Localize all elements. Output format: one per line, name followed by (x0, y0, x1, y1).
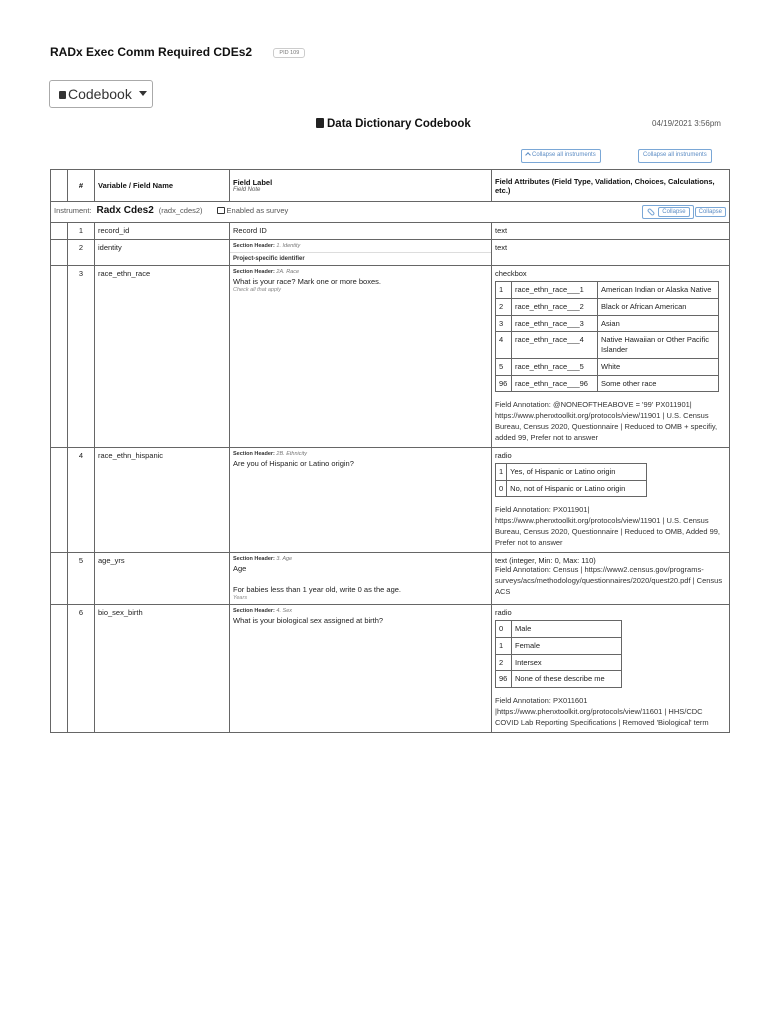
field-note: Check all that apply (233, 287, 281, 294)
data-dictionary-title: Data Dictionary Codebook (316, 118, 471, 130)
variable-name: bio_sex_birth (95, 605, 230, 733)
choice-row: 3 race_ethn_race___3 Asian (496, 315, 719, 332)
field-annotation: Field Annotation: @NONEOFTHEABOVE = '99' PX011901| https://www.phenxtoolkit.org/protocols/view/11901 | U.S. Census Bureau, Census 2020, Questionnaire | Reduced to OMB + specifiy, added 99, Prefer not to answer (495, 400, 718, 442)
row-number: 5 (68, 552, 95, 604)
field-note: Years (233, 595, 248, 602)
header-field-attributes: Field Attributes (Field Type, Validation, Choices, Calculations, etc.) (492, 170, 730, 202)
survey-enabled-label: Enabled as survey (226, 206, 289, 215)
section-header: Section Header: 3. Age (233, 555, 293, 562)
section-header: Section Header: 2B. Ethnicity (233, 450, 307, 457)
data-dictionary-table (50, 169, 730, 733)
field-label: Section Header: 3. Age Age For babies less than 1 year old, write 0 as the age. Years (230, 552, 492, 604)
choices-table (495, 620, 622, 688)
row-number: 4 (68, 447, 95, 552)
section-header: Section Header: 1. Identity (233, 243, 301, 250)
instrument-variable: (radx_cdes2) (158, 206, 203, 215)
instrument-collapse-button[interactable]: Collapse (642, 205, 693, 219)
field-attributes: radio 0 Male 1 Female 2 Intersex 96 None of these describe me Field Annotation: PX011601 |https://www.phenxtoolkit.org/protocols/view/11601 | HHS/CDC COVID Lab Reporting Specifications | Removed 'Biological' term (492, 605, 730, 733)
field-label: Section Header: 2B. Ethnicity Are you of Hispanic or Latino origin? (230, 447, 492, 552)
choice-row: 1 Female (496, 637, 622, 654)
collapse-all-instruments-button[interactable]: Collapse all instruments (521, 149, 601, 163)
table-row (51, 223, 730, 240)
choice-row: 5 race_ethn_race___5 White (496, 358, 719, 375)
choice-row: 0 No, not of Hispanic or Latino origin (496, 480, 647, 497)
table-row (51, 447, 730, 552)
field-label: Record ID (230, 223, 492, 240)
table-row (51, 240, 730, 266)
variable-name: age_yrs (95, 552, 230, 604)
field-label (230, 240, 492, 266)
instrument-collapse-button-2[interactable]: Collapse (695, 207, 726, 217)
field-attributes: radio 1 Yes, of Hispanic or Latino origin 0 No, not of Hispanic or Latino origin Field Annotation: PX011901| https://www.phenxtoolkit.org/protocols/view/11901 | U.S. Census Bureau, Census 2020, Questionnaire | Reduced to OMB, Added 99, Prefer not to answer (492, 447, 730, 552)
row-number: 2 (68, 240, 95, 266)
table-header-row (51, 170, 730, 202)
survey-icon (217, 207, 225, 214)
document-icon (316, 118, 324, 128)
choice-row: 4 race_ethn_race___4 Native Hawaiian or Other Pacific Islander (496, 332, 719, 359)
choice-row: 2 race_ethn_race___2 Black or African American (496, 298, 719, 315)
instrument-collapse-group (641, 205, 726, 219)
section-header: Section Header: 2A. Race (233, 269, 300, 276)
project-title: RADx Exec Comm Required CDEs2 PID 109 (50, 45, 305, 59)
field-label: Section Header: 4. Sex What is your biological sex assigned at birth? (230, 605, 492, 733)
header-blank (51, 170, 68, 202)
table-row (51, 266, 730, 448)
header-field-label: Field Label Field Note (230, 170, 492, 202)
field-attributes: checkbox 1 race_ethn_race___1 American Indian or Alaska Native 2 race_ethn_race___2 Black or African American 3 race_ethn_race___3 Asian 4 race_ethn_race___4 Native Hawaiian or Other Pacific Islander 5 race_ethn_race___5 White 96 race_ethn_race___96 Some other race Field Annotation: @NONEOFTHEABOVE = '99' PX011901| https://www.phenxtoolkit.org/protocols/view/11901 | U.S. Census Bureau, Census 2020, Questionnaire | Reduced to OMB + specifiy, added 99, Prefer not to answer (492, 266, 730, 448)
choices-table (495, 463, 647, 498)
header-number: # (68, 170, 95, 202)
choice-row: 1 race_ethn_race___1 American Indian or Alaska Native (496, 282, 719, 299)
instrument-name: Radx Cdes2 (96, 205, 154, 216)
field-attributes: text (integer, Min: 0, Max: 110) Field Annotation: Census | https://www2.census.gov/programs-surveys/acs/methodology/questionnaires/2020/quest20.pdf | Census ACS (492, 552, 730, 604)
timestamp: 04/19/2021 3:56pm (652, 119, 721, 128)
choice-row: 0 Male (496, 621, 622, 638)
row-number: 1 (68, 223, 95, 240)
choices-table (495, 281, 719, 392)
collapse-all-instruments-button-2[interactable]: Collapse all instruments (638, 149, 712, 163)
chevron-up-icon (525, 152, 531, 158)
choice-row: 96 None of these describe me (496, 671, 622, 688)
variable-name: record_id (95, 223, 230, 240)
field-annotation: Field Annotation: Census | https://www2.census.gov/programs-surveys/acs/methodology/questionnaires/2020/quest20.pdf | Census ACS (495, 564, 723, 596)
field-annotation: Field Annotation: PX011901| https://www.phenxtoolkit.org/protocols/view/11901 | U.S. Census Bureau, Census 2020, Questionnaire | Reduced to OMB, Added 99, Prefer not to answer (495, 505, 721, 547)
table-row (51, 605, 730, 733)
field-annotation: Field Annotation: PX011601 |https://www.phenxtoolkit.org/protocols/view/11601 | HHS/CDC COVID Lab Reporting Specifications | Removed 'Biological' term (495, 696, 709, 727)
variable-name: identity (95, 240, 230, 266)
table-row (51, 552, 730, 604)
choice-row: 2 Intersex (496, 654, 622, 671)
header-variable: Variable / Field Name (95, 170, 230, 202)
document-icon (59, 91, 66, 99)
caret-down-icon (139, 91, 147, 96)
choice-row: 1 Yes, of Hispanic or Latino origin (496, 463, 647, 480)
codebook-dropdown-button[interactable]: Codebook (49, 80, 153, 108)
row-number: 6 (68, 605, 95, 733)
pid-badge: PID 109 (273, 48, 305, 58)
section-header: Section Header: 4. Sex (233, 608, 292, 615)
field-label: Section Header: 2A. Race What is your race? Mark one or more boxes. Check all that apply (230, 266, 492, 448)
chevron-up-icon (647, 208, 655, 216)
row-number: 3 (68, 266, 95, 448)
field-attributes: text (492, 223, 730, 240)
field-sub-label: Project-specific identifier (230, 252, 491, 262)
variable-name: race_ethn_race (95, 266, 230, 448)
choice-row: 96 race_ethn_race___96 Some other race (496, 375, 719, 392)
variable-name: race_ethn_hispanic (95, 447, 230, 552)
field-attributes: text (492, 240, 730, 266)
instrument-row: Instrument: Radx Cdes2 (radx_cdes2) Enabled as survey Collapse Collapse (51, 202, 730, 223)
